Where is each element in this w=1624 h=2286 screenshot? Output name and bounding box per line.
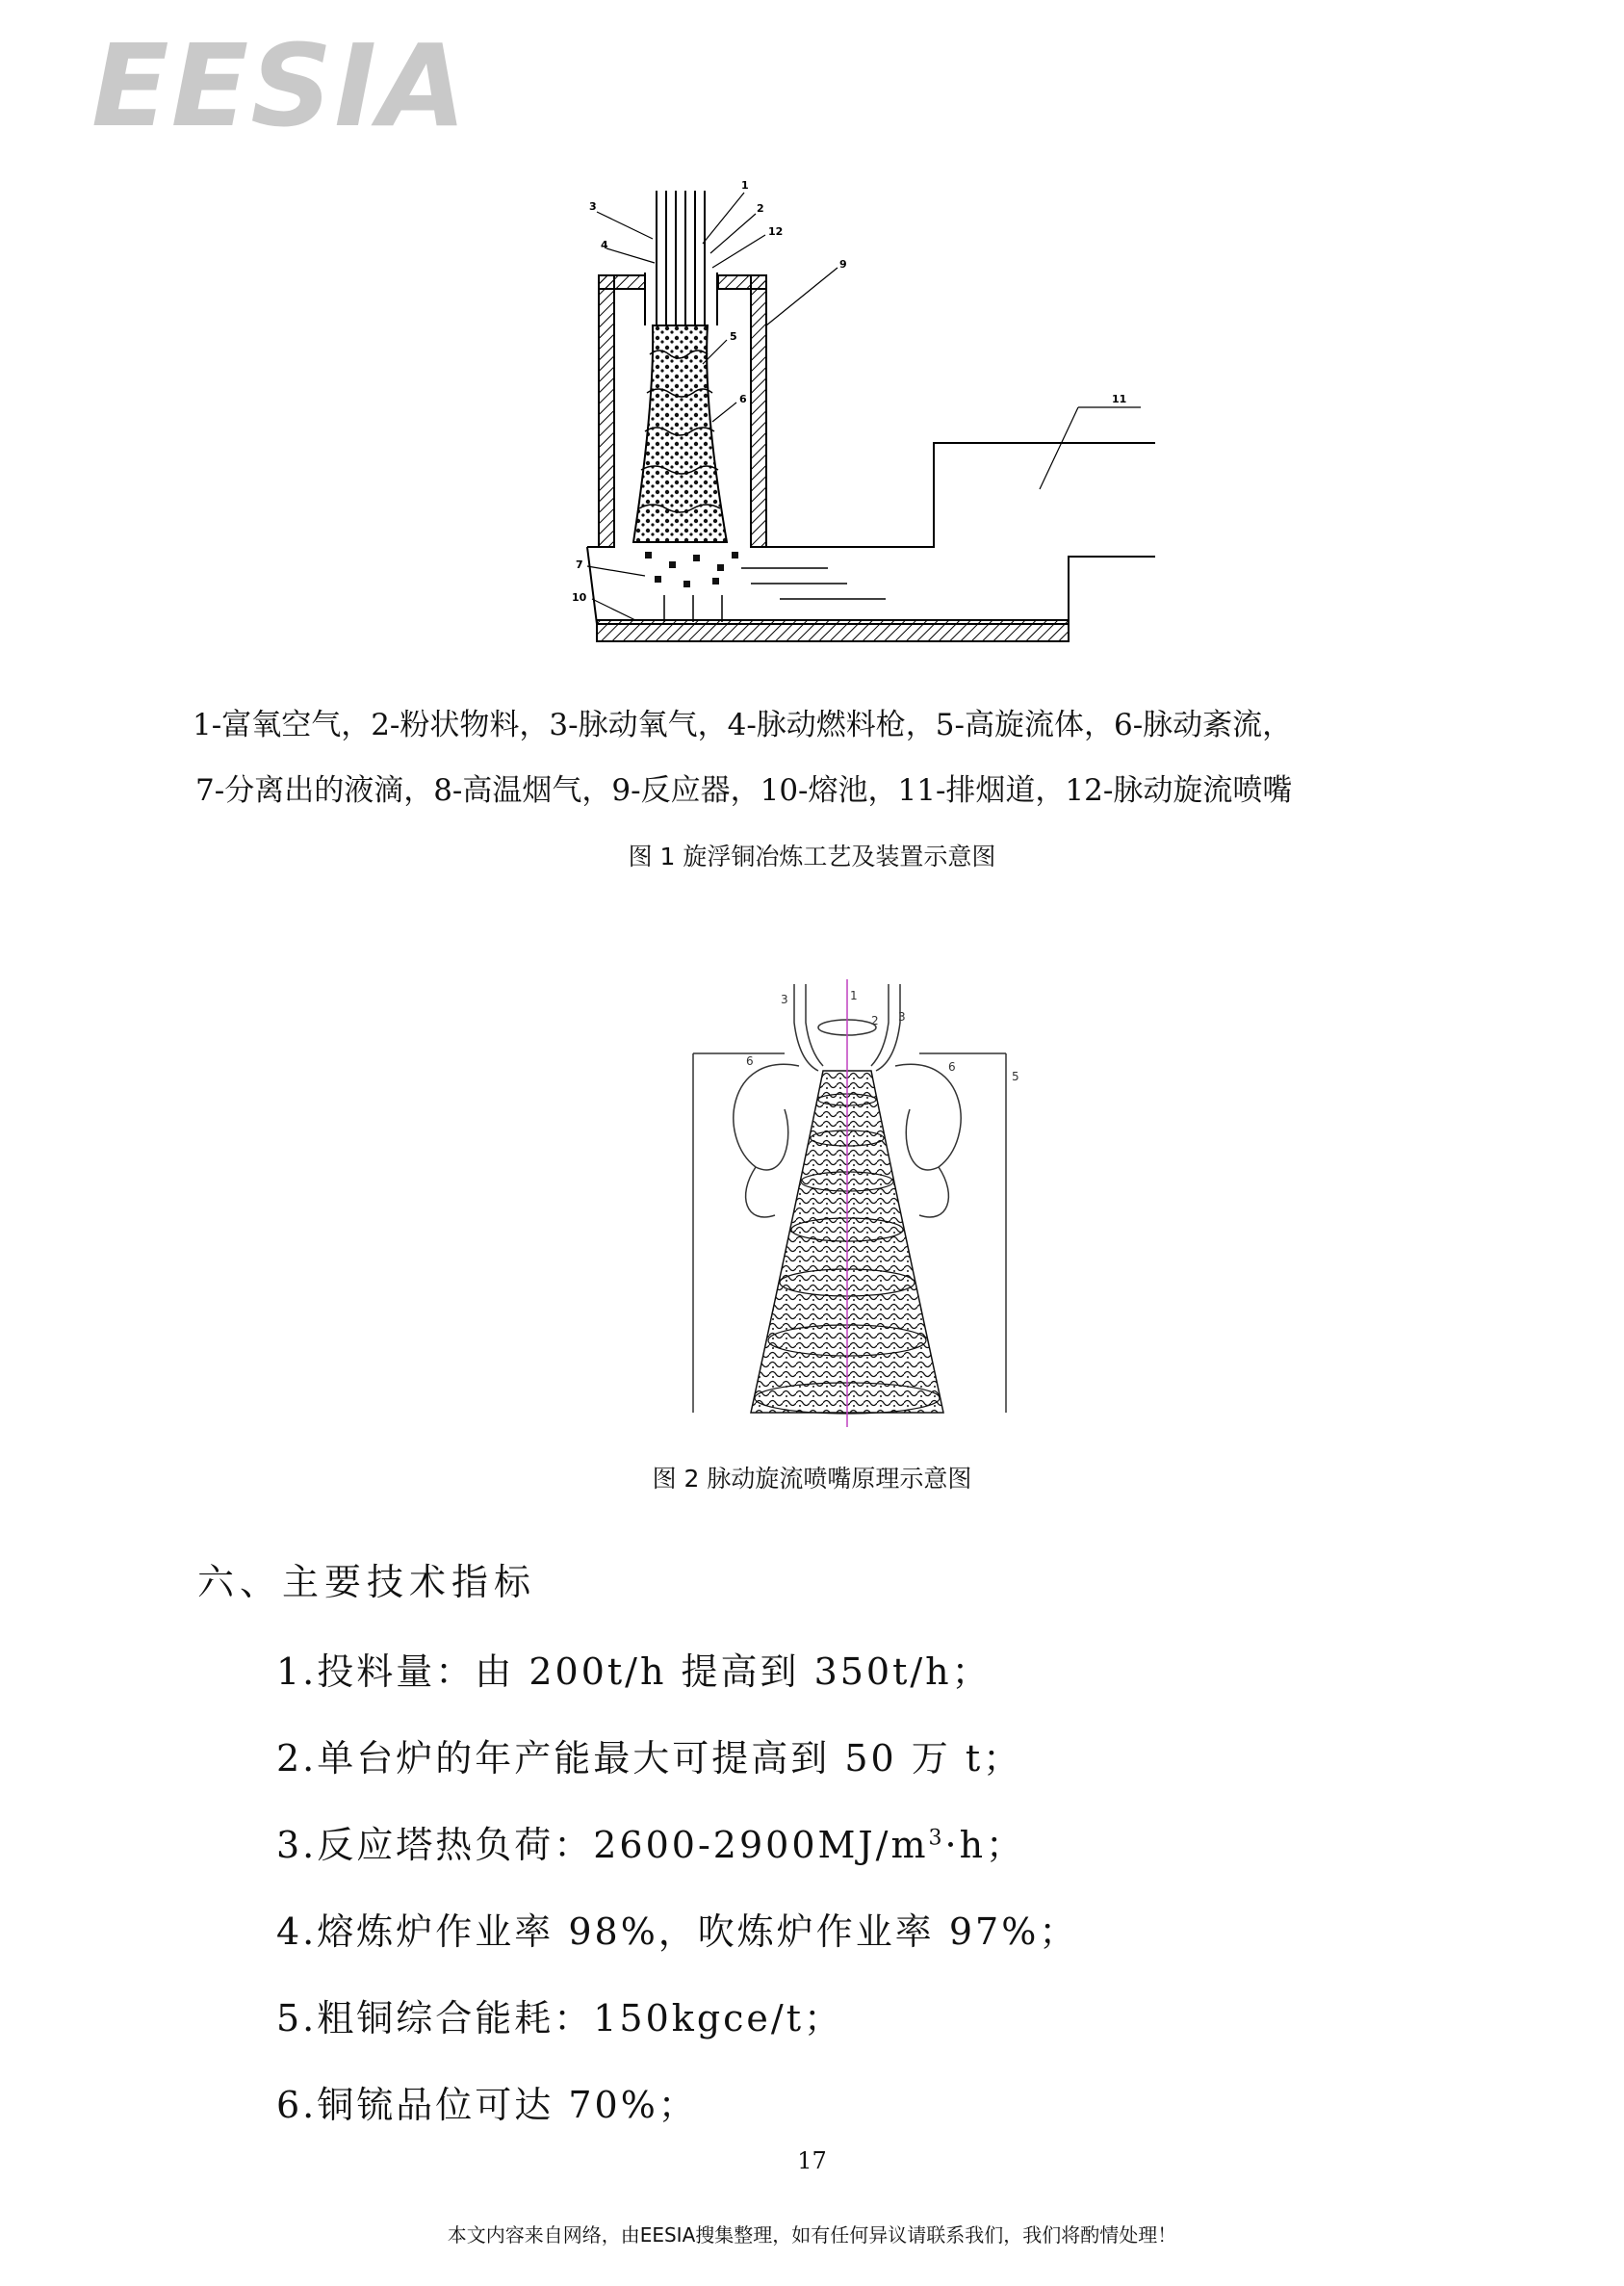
indicator-item-5: 5.粗铜综合能耗：150kgce/t； [276,1997,843,2039]
indicator-item-3-superscript: 3 [928,1826,945,1851]
fig2-label-6-left: 6 [746,1054,754,1068]
fig2-label-5: 5 [1012,1070,1019,1083]
eesia-logo: EESIA [91,19,469,152]
fig1-label-5: 5 [730,330,737,343]
fig1-label-9: 9 [839,258,847,271]
fig1-label-2: 2 [757,202,764,215]
footer-disclaimer: 本文内容来自网络，由EESIA搜集整理，如有任何异议请联系我们，我们将酌情处理！ [447,2223,1177,2247]
section-heading: 六、主要技术指标 [197,1561,537,1603]
indicator-item-3-suffix: ·h； [944,1824,1026,1866]
page-number: 17 [797,2147,827,2174]
indicator-item-2: 2.单台炉的年产能最大可提高到 50 万 t； [276,1737,1023,1779]
figure-1-legend-line-2: 7-分离出的液滴，8-高温烟气，9-反应器，10-熔池，11-排烟道，12-脉动旋流喷嘴 [195,773,1293,808]
fig2-label-2: 2 [871,1014,879,1027]
figure-1-legend-line-1: 1-富氧空气，2-粉状物料，3-脉动氧气，4-脉动燃料枪，5-高旋流体，6-脉动紊流， [193,708,1293,742]
indicator-item-3-text: 3.反应塔热负荷：2600-2900MJ/m [276,1824,929,1866]
fig2-label-3-right: 3 [898,1010,906,1024]
fig1-label-12: 12 [768,225,784,238]
indicator-item-3 [276,1815,1025,1868]
fig1-label-4: 4 [601,239,608,251]
indicator-item-6: 6.铜锍品位可达 70%； [276,2084,698,2126]
indicator-item-1: 1.投料量：由 200t/h 提高到 350t/h； [276,1650,992,1693]
fig1-label-11: 11 [1112,393,1127,405]
figure-2-diagram [688,974,1019,1437]
figure-1-caption: 图 1 旋浮铜冶炼工艺及装置示意图 [628,843,996,870]
fig2-label-3-left: 3 [781,993,788,1006]
fig2-label-1: 1 [850,989,858,1002]
figure-1-diagram [558,171,1174,682]
indicator-item-4: 4.熔炼炉作业率 98%，吹炼炉作业率 97%； [276,1910,1079,1953]
fig2-label-6-right: 6 [948,1060,956,1074]
fig1-label-6: 6 [739,393,747,405]
fig1-label-10: 10 [572,591,587,604]
fig1-label-7: 7 [576,559,583,571]
fig1-label-1: 1 [741,179,749,192]
fig1-label-3: 3 [589,200,597,213]
figure-2-caption: 图 2 脉动旋流喷嘴原理示意图 [652,1465,972,1493]
